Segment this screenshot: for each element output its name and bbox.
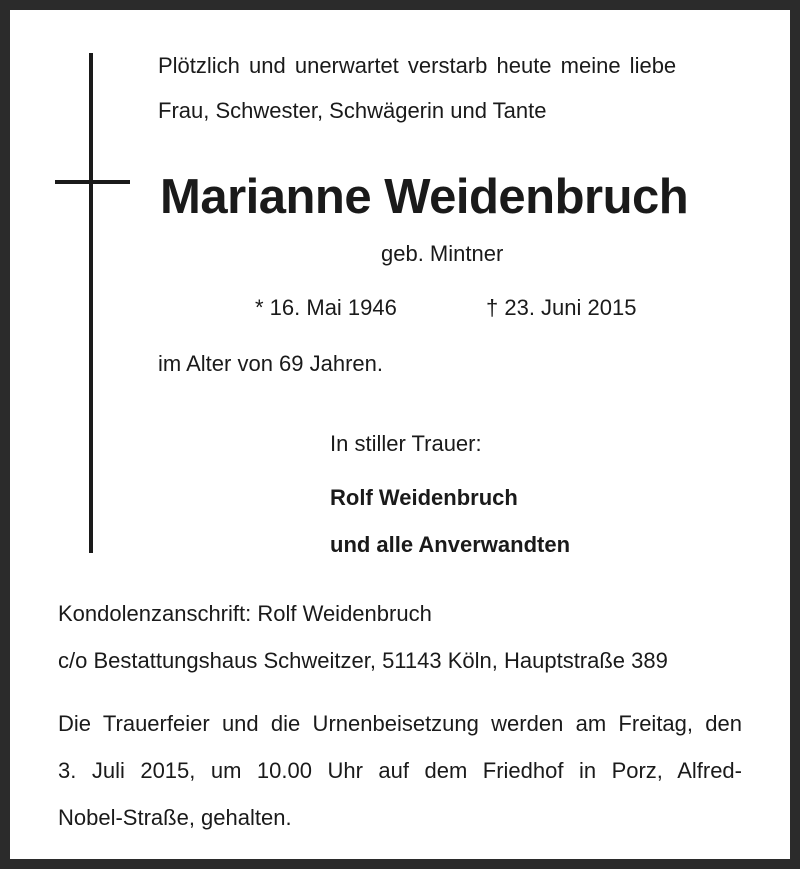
mourner-primary: Rolf Weidenbruch (330, 485, 518, 510)
intro-line-2: Frau, Schwester, Schwägerin und Tante (158, 98, 547, 123)
cross-horizontal-bar (55, 180, 130, 184)
birth-name: geb. Mintner (381, 241, 504, 266)
birth-date: * 16. Mai 1946 (255, 295, 397, 320)
mourner-relatives: und alle Anverwandten (330, 532, 571, 557)
death-date: † 23. Juni 2015 (486, 295, 637, 320)
cross-vertical-bar (89, 53, 93, 553)
intro-line-1: Plötzlich und unerwartet verstarb heute meine liebe (158, 53, 677, 78)
age-line: im Alter von 69 Jahren. (158, 351, 384, 376)
funeral-announcement (58, 700, 742, 841)
funeral-line: Die Trauerfeier und die Urnenbeisetzung werden am Freitag, den (58, 711, 742, 736)
mourning-heading: In stiller Trauer: (330, 431, 482, 456)
funeral-line: Nobel-Straße, gehalten. (58, 805, 292, 830)
condolence-address-line-2: c/o Bestattungshaus Schweitzer, 51143 Köln, Hauptstraße 389 (58, 648, 668, 673)
condolence-address-line-1: Kondolenzanschrift: Rolf Weidenbruch (58, 601, 432, 626)
funeral-line: 3. Juli 2015, um 10.00 Uhr auf dem Friedhof in Porz, Alfred- (58, 758, 742, 783)
deceased-name: Marianne Weidenbruch (160, 170, 689, 224)
